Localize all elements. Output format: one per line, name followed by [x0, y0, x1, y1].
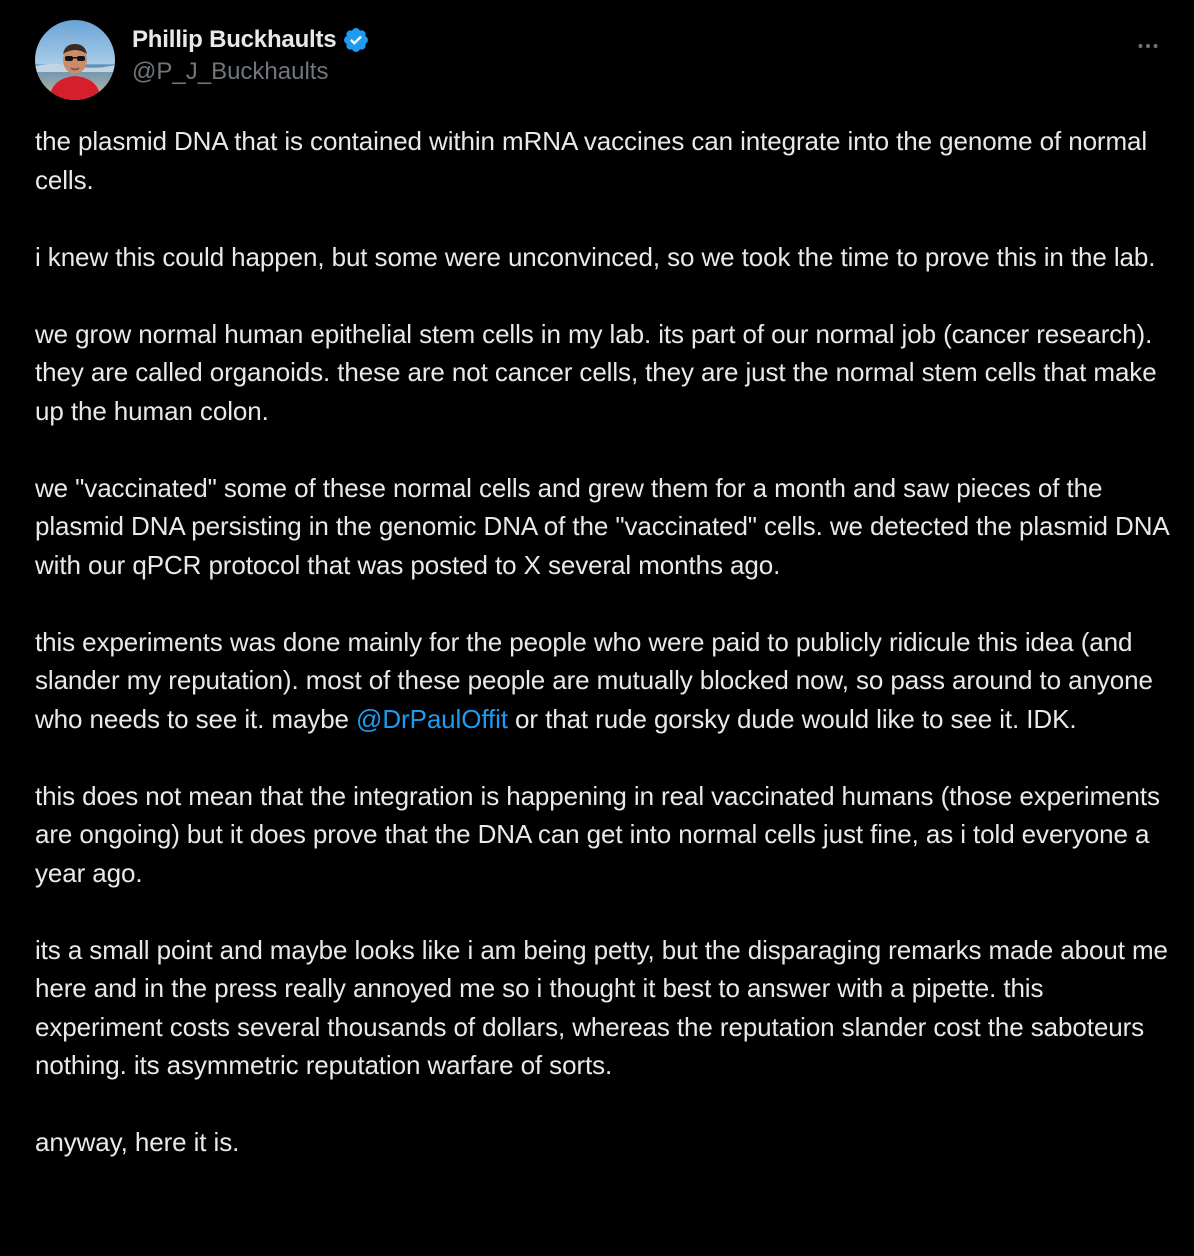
paragraph-6: this does not mean that the integration is happening in real vaccinated humans (those experiments are ongoing) but it does prove that the DNA can get into normal cells just fine, as i told everyone a year ago.	[35, 780, 1160, 888]
tweet-header	[35, 20, 1164, 100]
paragraph-3: we grow normal human epithelial stem cells in my lab. its part of our normal job (cancer research). they are called organoids. these are not cancer cells, they are just the normal stem cells that make up the human colon.	[35, 318, 1157, 426]
paragraph-5	[35, 623, 1170, 739]
tweet-text	[35, 122, 1170, 1200]
paragraph-5-start: this experiments was done mainly for the people who were paid to publicly ridicule this idea (and slander my reputation). most of these people are mutually blocked now, so pass around to anyone who needs to see it. maybe	[35, 626, 1153, 734]
author-info	[132, 26, 370, 86]
avatar[interactable]	[35, 20, 115, 100]
ellipsis-icon[interactable]	[1132, 30, 1164, 62]
paragraph-4: we "vaccinated" some of these normal cells and grew them for a month and saw pieces of the plasmid DNA persisting in the genomic DNA of the "vaccinated" cells. we detected the plasmid DNA with our qPCR protocol that was posted to X several months ago.	[35, 472, 1169, 580]
mention-link[interactable]: @DrPaulOffit	[356, 703, 508, 734]
paragraph-7: its a small point and maybe looks like i am being petty, but the disparaging remarks made about me here and in the press really annoyed me so i thought it best to answer with a pipette. this experiment costs several thousands of dollars, whereas the reputation slander cost the saboteurs nothing. its asymmetric reputation warfare of sorts.	[35, 934, 1168, 1080]
display-name[interactable]: Phillip Buckhaults	[132, 26, 337, 53]
handle[interactable]: @P_J_Buckhaults	[132, 58, 329, 85]
verified-badge-icon[interactable]	[342, 26, 370, 54]
paragraph-5-end: or that rude gorsky dude would like to see it. IDK.	[507, 703, 1077, 734]
paragraph-8: anyway, here it is.	[35, 1127, 240, 1157]
paragraph-2: i knew this could happen, but some were unconvinced, so we took the time to prove this in the lab.	[35, 241, 1156, 272]
display-name-row	[132, 26, 370, 54]
paragraph-1: the plasmid DNA that is contained within mRNA vaccines can integrate into the genome of normal cells.	[35, 126, 1148, 195]
profile-photo-icon	[35, 20, 115, 100]
